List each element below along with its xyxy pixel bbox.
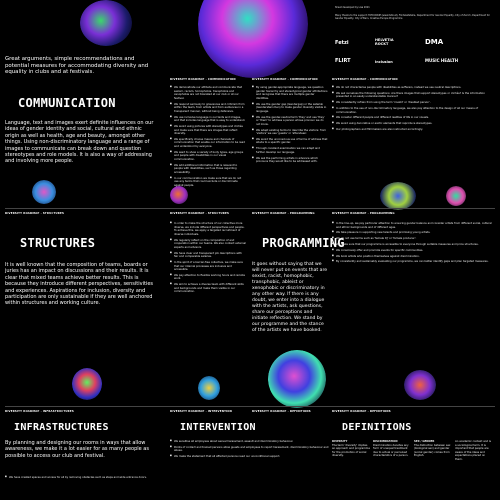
checklist-item: ■ We avoid using decorative or exotic elements that reproduce stereotypes. (336, 122, 492, 126)
logo-inclusion: Inclusion (375, 60, 393, 64)
checklist-item: ■ We use the gender gap (Gendergap) or the asterisk (Gendersternchen) to make gender diversity visible in language. (256, 103, 328, 114)
decorative-orb (198, 0, 308, 78)
decorative-orb (446, 186, 466, 206)
checklist-item: ■ We adapt existing terms to describe the visitors: from 'visitors' we use 'guests' or 'attendees'. (256, 129, 328, 136)
checklist-item: ■ We add additional information that is relevant to people with disabilities, such as those regarding accessibility. (174, 164, 246, 175)
definition-text: Discrimination denotes any form of unequal treatment due to actual or perceived characteristics of a person. (373, 443, 409, 458)
checklist-item: ■ We do not characterise people with disabilities as sufferers, instead we use neutral descriptions. (336, 86, 492, 90)
checklist-item: ■ We ask ourselves the following questions: Are there images that support stereotypes or clichés? Is the information presented in an easily understandable manner? (336, 92, 492, 99)
checklist-item: ■ We use the gender-neutral term 'they' and use 'they' or 'them' to address a person whose pronoun we do not know. (256, 116, 328, 127)
tagline: Great arguments, simple recommendations and potential measures for accommodating diversity and equality in clubs and at festivals. (5, 56, 149, 76)
definition-entry (332, 440, 370, 458)
divider (5, 406, 495, 407)
programming-heading: PROGRAMMING (262, 236, 345, 250)
definition-text: The distinction between sex (biological sex) and gender (social gender) comes from English. (414, 443, 451, 458)
decorative-orb (380, 182, 416, 210)
communication-heading: COMMUNICATION (18, 96, 116, 110)
checklist-item: ■ We ask the performing artists in advance which pronouns they would like to be addressed with. (256, 157, 328, 164)
section-label: DIVERSITY ROADMAP · COMMUNICATION (170, 78, 236, 81)
section-label: DIVERSITY ROADMAP · INTERVENTION (170, 410, 232, 413)
intervention-heading: INTERVENTION (180, 422, 256, 433)
checklist-item: ■ In addition to the use of non-discriminatory language, we also pay attention to the design of all our means of communication. (336, 107, 492, 114)
checklist-item: ■ We consider different people and different realities of life in our visuals. (336, 116, 492, 120)
divider (5, 208, 495, 209)
section-label: DIVERSITY ROADMAP · DEFINITIONS (252, 410, 311, 413)
checklist-item: ■ Our photographers and filmmakers are also instructed accordingly. (336, 128, 492, 132)
section-label: DIVERSITY ROADMAP · COMMUNICATION (252, 78, 318, 81)
checklist-item: ■ We do not use terms such as 'female DJ' or 'female producer'. (336, 237, 492, 241)
section-label: DIVERSITY ROADMAP · DEFINITIONS (332, 410, 391, 413)
programming-body: It goes without saying that we will never put on events that are sexist, racist, homophobic, transphobic, ableist or xenophobic or discriminatory in any other way. If there is any doubt, we enter into a dialogue with the artists, ask questions, share our perceptions and initiate reflection. We stand by our programme and the stance of the artists we have booked. (252, 262, 328, 333)
definition-term: DIVERSITY (332, 440, 348, 443)
logo-flirt: FLIRT (335, 58, 351, 64)
checklist-item: ■ In the line-up, we pay particular attention to ensuring gender balance and consider artists from different social, cultural and ethnic backgrounds and of different ages. (336, 222, 492, 229)
checklist-item: ■ We demonstrate our attitude and communicate that sexism, racism, homophobia, transphobia and xenophobia are not tolerated at our club or at our festival. (174, 86, 246, 100)
decorative-orb (72, 368, 102, 400)
decorative-orb (32, 180, 56, 204)
section-label: DIVERSITY ROADMAP · STRUCTURES (5, 212, 65, 215)
definition-term: DISCRIMINATION (373, 440, 398, 443)
definitions-heading: DEFINITIONS (342, 422, 412, 433)
checklist-item: ■ We consciously offer and promote events for specific communities. (336, 249, 492, 253)
section-label: DIVERSITY ROADMAP · STRUCTURES (170, 212, 230, 215)
checklist-item: ■ We book artists who position themselves against discrimination. (336, 255, 492, 259)
section-label: DIVERSITY ROADMAP · COMMUNICATION (332, 78, 398, 81)
checklist-item: ■ We make sure that our programme is accessible to everyone through suitable measures and price structures. (336, 243, 492, 247)
funding-text: Many thanks to the support: FATCOOKIE (www.fetzi.at), Fördeleitstelle, Department for Gender Equality, City of Zurich, Department for Gender Equality, City of Bern, Creative Europe Programme (335, 14, 490, 21)
definition-entry (373, 440, 411, 458)
decorative-orb (268, 350, 326, 408)
definition-entry (455, 440, 493, 462)
checklist-item: ■ We make the statement that all affected persons need our unconditional support. (174, 455, 330, 459)
infrastructures-body: By planning and designing our rooms in ways that allow awareness, we make it a lot easier for as many people as possible to access our club and festival. (5, 440, 149, 459)
communication-list-2 (252, 86, 328, 166)
definition-term: SEX / GENDER (414, 440, 435, 443)
section-label: DIVERSITY ROADMAP · PROGRAMMING (252, 212, 315, 215)
logo-grid (335, 38, 495, 74)
section-label: DIVERSITY ROADMAP · INFRASTRUCTURES (5, 410, 74, 413)
definition-text: The term 'diversity' implies an approach and programme for the promotion of social diversity. (332, 443, 370, 458)
checklist-item: ■ By using gender-appropriate language, we question gender hierarchy and stereotypical gender attributions and recognise that there are multiple gender identities. (256, 86, 328, 100)
definitions-grid (332, 440, 495, 498)
checklist-item: ■ We sensitise all employees about sexual harassment, assault and discriminatory behaviour. (174, 440, 330, 444)
structures-heading: STRUCTURES (20, 236, 96, 250)
decorative-orb (404, 370, 436, 400)
checklist-item: ■ We want to show a variety of body types, age groups and people with disabilities in our visual communication. (174, 151, 246, 162)
checklist-item: ■ In order to make the structure of our collective more diverse, we include different perspectives and people. To achieve this, we apply a targeted recruitment of diverse individuals. (174, 222, 246, 236)
programming-list (332, 222, 492, 266)
checklist-item: ■ We pay attention to flexible working hours and remote work. (174, 274, 246, 281)
communication-body: Language, text and images exert definite influences on our ideas of gender identity and social, cultural and ethnic origin as well as health, age and beauty, amongst other things. Using non-discriminatory language and a range of images to communicate can break down and question stereotypes and role models. It is also a way of addressing and involving more people. (5, 120, 154, 165)
intervention-list (170, 440, 330, 461)
definition-entry (414, 440, 452, 458)
checklist-item: ■ In the spirit of a barrier-free collective, we make sure that our internal processes are inclusive and accessible. (174, 261, 246, 272)
checklist-item: ■ We aim to achieve a diverse team with different skills and backgrounds and make them visible in our communication. (174, 283, 246, 294)
checklist-item: ■ We consistently refrain from using the term 'invalid' or 'disabled person'. (336, 101, 492, 105)
logo-dma: DMA (425, 38, 444, 46)
checklist-item: ■ We avoid the unconscious use of terms of address that allude to a specific gender. (256, 138, 328, 145)
decorative-orb (80, 0, 132, 46)
checklist-item: ■ We have created spaces and access for all by removing obstacles such as steps and wide entrance doors. (9, 476, 157, 480)
checklist-item: ■ By consistently and sustainably evaluating our programme, we can better identify gaps and plan targeted measures. (336, 260, 492, 264)
logo-fetzi: Fetzi (335, 40, 349, 46)
checklist-item: ■ We respond seriously to grievances and criticism from within the team, from artists and from audiences in a transparent manner, without being defensive. (174, 103, 246, 114)
checklist-item: ■ In our communication we make sure that we do not use any terms that could exclude or discriminate against people. (174, 177, 246, 188)
structures-list (170, 222, 246, 296)
checklist-item: ■ Points of contact and trained persons allow guests and employees to report harassment, discriminatory behaviour and abuse. (174, 446, 330, 453)
definition-text: An academic context and is a sociological term. It is important that people are aware of the ideas and expectations placed on them. (455, 440, 491, 461)
communication-list-1 (170, 86, 246, 190)
checklist-item: ■ We use inclusive language in our texts and images, and that includes language that is easy to understand. (174, 116, 246, 123)
infrastructures-heading: INFRASTRUCTURES (14, 422, 109, 433)
checklist-item: ■ Through constant examination we can adapt and further develop our language. (256, 147, 328, 154)
communication-list-3 (332, 86, 492, 134)
checklist-item: ■ We avoid using pictures with stereotypes and clichés and make sure that there are images that reflect diversity. (174, 125, 246, 136)
checklist-item: ■ We specifically choose means and channels of communication that enable our information to be read and understood by everyone. (174, 138, 246, 149)
logo-helvetia: HELVETIA ROCKT (375, 38, 394, 46)
infrastructures-list (5, 476, 157, 482)
section-label: DIVERSITY ROADMAP · PROGRAMMING (332, 212, 395, 215)
structures-body: It is well known that the composition of teams, boards or juries has an impact on discussions and their results. It is clear that mixed teams achieve better results. This is because they introduce different perspectives, sensitivities and experiences. Aspirations for inclusion, diversity and participation are only sustainable if they are well anchored within structures and working culture. (5, 262, 154, 307)
checklist-item: ■ We have clear and transparent job descriptions with fair and comparable salaries. (174, 252, 246, 259)
decorative-orb (198, 376, 220, 400)
logo-music-health: MUSIC HEALTH (425, 58, 459, 63)
checklist-item: ■ We take pleasure in supporting new talents and promising young artists. (336, 231, 492, 235)
credit-line: Sheet developed by Lisa 2021 (335, 6, 370, 9)
checklist-item: ■ We regularly reflect on the composition of and cooperation within our teams. We also contact external experts and advisors. (174, 239, 246, 250)
